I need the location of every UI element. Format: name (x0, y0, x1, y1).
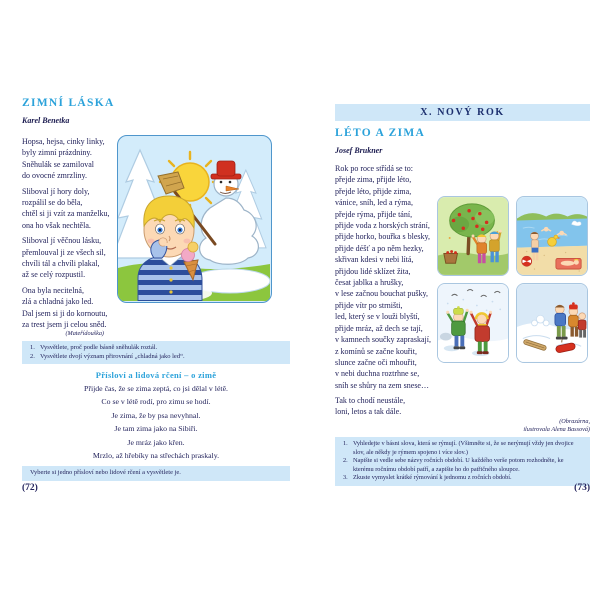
snowman-hat (217, 161, 235, 176)
page-number-right: (73) (574, 483, 590, 493)
poem-line: až se celý rozpustil. (22, 270, 86, 280)
poem-line: z komínů se začne kouřit, (335, 346, 417, 356)
proverb-line: Mrzlo, až hřebíky na střechách praskaly. (92, 451, 220, 461)
poem-line: do ovocné zmrzliny. (22, 171, 88, 181)
poem-line: přijdou lidé sklízet žita, (335, 266, 411, 276)
picture-summer-swimming (516, 196, 588, 276)
poem-line: přijde voda z horských strání, (335, 221, 430, 231)
task-number: 3. (343, 474, 348, 481)
stanza (22, 136, 117, 182)
poem-line: skřivan kdesi v nebi lítá, (335, 255, 414, 265)
poem-line: loni, letos a tak dále. (335, 407, 402, 417)
right-page-author: Josef Brukner (335, 146, 383, 155)
task-number: 2. (343, 457, 348, 464)
task-item (30, 353, 282, 362)
attribution-line: (Obrazárna, (559, 418, 590, 425)
picture-autumn-apple-picking (437, 196, 509, 276)
poem-line: chtěl si ji vzít za manželku, (22, 209, 110, 219)
poem-line: přijde vítr po strništi, (335, 300, 403, 310)
poem-line: Sliboval jí hory doly, (22, 186, 90, 196)
proverbs-list (22, 382, 290, 462)
winter-snowman-illustration (117, 135, 272, 303)
poem-line: Ona byla necitelná, (22, 285, 84, 295)
poem-line: Hopsa, hejsa, cinky linky, (22, 137, 105, 146)
poem-line: Rok po roce střídá se to: (335, 164, 413, 173)
poem-line: Dal jsem si ji do kornoutu, (22, 308, 108, 318)
poem-line: přijde horko, bouřka s blesky, (335, 232, 431, 242)
poem-line: přemlouval ji ze všech sil, (22, 247, 106, 257)
seasons-picture-grid (437, 196, 588, 363)
poem-zimni-laska (22, 136, 117, 335)
task-text: Vyhledejte v básni slova, která se rýmují. (Všimněte si, že se nerýmují vždy jen dvojice slov, ale někdy je rýmem spojeno i více slov.) (353, 440, 574, 456)
right-page-title: LÉTO A ZIMA (335, 127, 426, 139)
stanza (22, 235, 117, 281)
right-tasks-box (335, 437, 590, 486)
right-poem-attribution (430, 418, 590, 433)
poem-line: v nebi duchna roztrhne se, (335, 369, 420, 379)
task-number: 1. (30, 344, 35, 351)
attribution-line: ilustrovala Alena Bassová) (523, 425, 590, 433)
poem-line: Tak to chodí neustále, (335, 396, 406, 405)
poem-line: v lese začnou bouchat pušky, (335, 289, 429, 299)
poem-line: přijde déšť a po něm hezky, (335, 243, 424, 253)
ice-cream-scoop-yellow (188, 242, 198, 252)
poem-line: přejde rýma, přijde tání, (335, 209, 413, 219)
poem-line: přejde zima, přijde léto, (335, 175, 412, 185)
task-item (343, 474, 582, 483)
poem-closing (335, 395, 455, 418)
left-poem-attribution: (Mateřídouška) (65, 330, 104, 337)
picture-children-and-birds (437, 283, 509, 363)
poem-line: přijde mráz, až dech se tají, (335, 323, 423, 333)
left-page-author: Karel Benetka (22, 116, 70, 125)
winter-illustration-art (118, 136, 270, 301)
task-number: 2. (30, 352, 35, 360)
poem-line: sníh se shůry na zem snese… (335, 380, 429, 390)
chapter-header: X. NOVÝ ROK (335, 104, 590, 121)
task-text: Vysvětlete dvojí význam přirovnání „chladná jako led“. (40, 352, 185, 360)
proverb-line: Je tam zima jako na Sibiři. (114, 424, 198, 434)
proverbs-heading: Přísloví a lidová rčení – o zimě (95, 370, 217, 380)
poem-line: slunce začne oči mhouřit, (335, 357, 417, 367)
stanza (22, 186, 117, 232)
poem-line: za trest jsem ji celou sněd. (22, 320, 107, 330)
task-number: 1. (343, 440, 348, 447)
poem-line: Sněhulák se zamiloval (22, 159, 94, 169)
poem-line: v kamnech součky zapraskají, (335, 335, 431, 345)
task-item (30, 344, 282, 353)
poem-line: zlá a chladná jako led. (22, 297, 94, 307)
proverb-line: Je mráz jako křen. (127, 437, 185, 447)
poem-line: byly zimní prázdniny. (22, 148, 92, 158)
left-bottom-task-box: Vyberte si jedno přísloví nebo lidové rčení a vysvětlete je. (22, 466, 290, 481)
poem-line: vánice, sníh, led a rýma, (335, 198, 413, 208)
proverb-line: Co se v létě rodí, pro zimu se hodí. (101, 397, 211, 407)
left-page-title: ZIMNÍ LÁSKA (22, 97, 115, 109)
task-text: Zkuste vymyslet krátké rýmování k jednomu z ročních období. (353, 474, 512, 481)
poem-line: rozpálil se do běla, (22, 198, 83, 208)
poem-leto-a-zima (335, 163, 435, 391)
poem-line: česat jablka a hrušky, (335, 278, 404, 288)
task-text: Napište si vedle sebe názvy ročních období. U každého verše potom rozhodněte, ke kterému ročnímu období patří, a zapište ho do patřičného sloupce. (353, 457, 564, 473)
poem-line: přejde léto, přijde zima, (335, 186, 412, 196)
poem-line: led, který se v louži blyští, (335, 312, 420, 322)
picture-winter-sledding (516, 283, 588, 363)
poem-line: Sliboval jí věčnou lásku, (22, 236, 102, 246)
task-item (343, 440, 582, 457)
poem-line: chvíli tál a chvíli plakal, (22, 259, 100, 269)
left-tasks-box (22, 341, 290, 364)
task-item (343, 457, 582, 474)
stanza (22, 285, 117, 331)
poem-line: ona ho však nechtěla. (22, 220, 91, 230)
proverb-line: Je zima, že by psa nevyhnal. (111, 410, 201, 420)
page-number-left: (72) (22, 483, 38, 493)
task-text: Vysvětlete, proč podle básně sněhulák roztál. (40, 344, 158, 351)
proverb-line: Přijde čas, že se zima zeptá, co jsi dělal v létě. (84, 384, 228, 393)
